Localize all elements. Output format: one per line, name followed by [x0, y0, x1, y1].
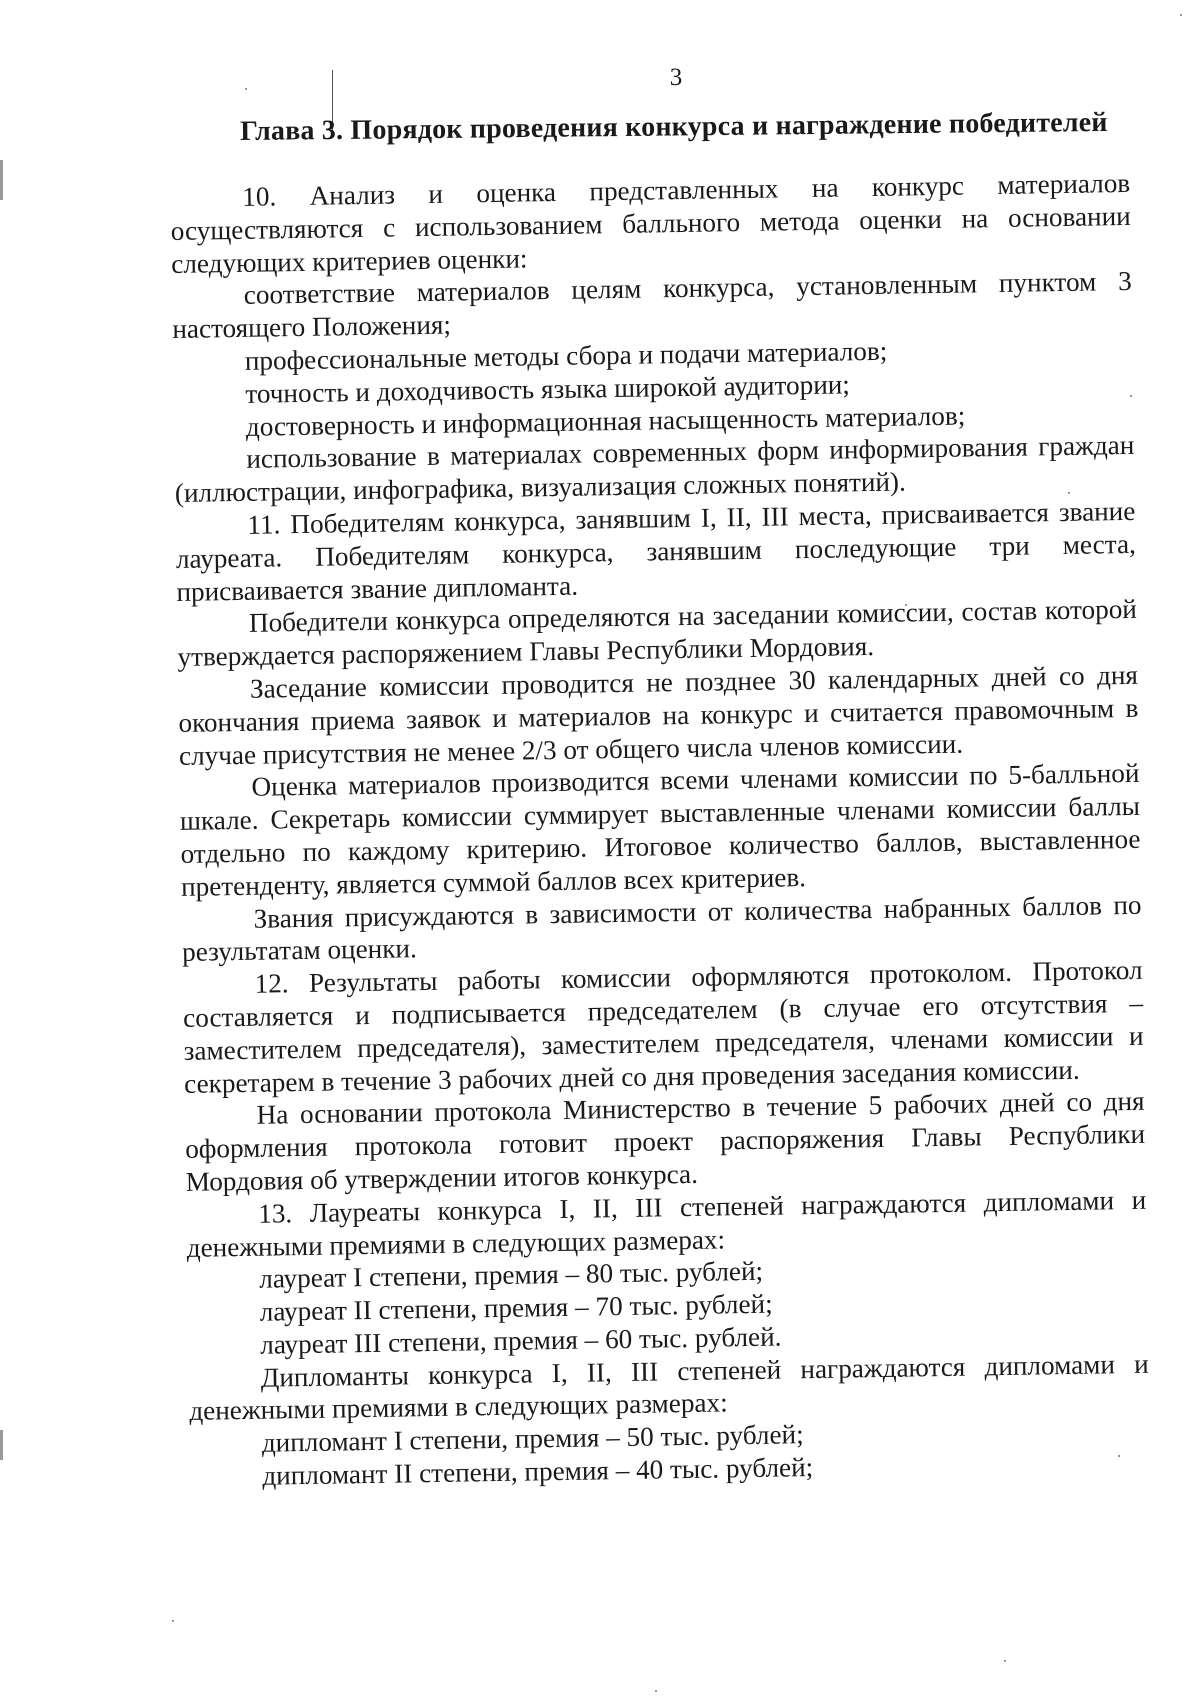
page-number: 3 [669, 64, 683, 91]
paragraph: 10. Анализ и оценка представленных на конкурс материалов осуществляются с использованием балльного метода оценки на основании следующих критериев оценки: [170, 167, 1131, 279]
scan-speck [655, 1690, 657, 1692]
paragraph: лауреат II степени, премия – 70 тыс. рублей; [259, 1288, 773, 1327]
paragraph: Оценка материалов производится всеми членами комиссии по 5-балльной шкале. Секретарь комиссии суммирует выставленные членами комиссии баллы отдельно по каждому критерию. Итоговое количество баллов, выставленное претенденту, является суммой баллов всех критериев. [179, 758, 1141, 902]
paragraph: профессиональные методы сбора и подачи материалов; [244, 335, 888, 376]
chapter-heading: Глава 3. Порядок проведения конкурса и награждение победителей [240, 106, 1108, 147]
paragraph: 13. Лауреаты конкурса I, II, III степеней награждаются дипломами и денежными премиями в следующих размерах: [186, 1184, 1147, 1263]
paragraph: дипломант I степени, премия – 50 тыс. рублей; [261, 1419, 804, 1458]
scan-edge-mark [0, 160, 3, 200]
paragraph: лауреат I степени, премия – 80 тыс. рублей; [259, 1256, 764, 1295]
paragraph: 11. Победителям конкурса, занявшим I, II, III места, присваивается звание лауреата. Победителям конкурса, занявшим последующие три места, присваивается звание дипломанта. [175, 495, 1137, 607]
paragraph: лауреат III степени, премия – 60 тыс. рублей. [260, 1321, 782, 1360]
paragraph: Победители конкурса определяются на заседании комиссии, состав которой утверждается распоряжением Главы Республики Мордовия. [177, 594, 1138, 673]
paragraph: Заседание комиссии проводится не позднее 30 календарных дней со дня окончания приема заявок и материалов на конкурс и считается правомочным в случае присутствия не менее 2/3 от общего числа членов комиссии. [178, 659, 1139, 771]
paragraph: точность и доходчивость языка широкой аудитории; [245, 369, 851, 409]
scan-speck [1180, 14, 1182, 16]
paragraph: 12. Результаты работы комиссии оформляются протоколом. Протокол составляется и подписывается председателем (в случае его отсутствия – заместителем председателя), заместителем председателя, членами комиссии и секретарем в течение 3 рабочих дней со дня проведения заседания комиссии. [182, 954, 1144, 1099]
paragraph: достоверность и информационная насыщенность материалов; [245, 400, 966, 442]
paragraph: Дипломанты конкурса I, II, III степеней награждаются дипломами и денежными премиями в следующих размерах: [189, 1348, 1149, 1427]
scan-edge-mark [0, 1430, 3, 1460]
scan-speck [172, 1620, 174, 1622]
paragraph: дипломант II степени, премия – 40 тыс. рублей; [262, 1452, 814, 1491]
paragraph: Звания присуждаются в зависимости от количества набранных баллов по результатам оценки. [181, 889, 1142, 968]
paragraph: использование в материалах современных форм информирования граждан (иллюстрации, инфографика, визуализация сложных понятий). [174, 430, 1135, 509]
document-body [170, 167, 1150, 1494]
paragraph: На основании протокола Министерство в течение 5 рабочих дней со дня оформления протокола готовит проект распоряжения Главы Республики Мордовия об утверждении итогов конкурса. [184, 1086, 1146, 1197]
paragraph: соответствие материалов целям конкурса, установленным пунктом 3 настоящего Положения; [172, 266, 1132, 345]
scan-speck [1004, 1660, 1006, 1662]
